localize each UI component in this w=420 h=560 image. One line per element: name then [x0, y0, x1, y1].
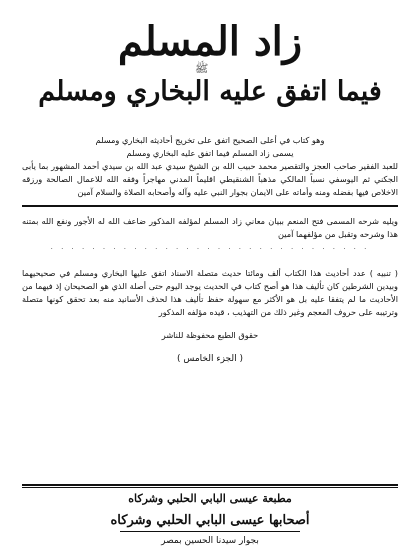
footer-rule	[22, 484, 398, 486]
divider	[22, 205, 398, 207]
footer-rule-thin	[22, 487, 398, 488]
publisher-rule	[120, 531, 300, 532]
rights-notice: حقوق الطبع محفوظة للناشر	[161, 330, 259, 340]
book-subtitle: فيما اتفق عليه البخاري ومسلم	[38, 76, 382, 107]
publisher-name: مطبعة عيسى البابي الحلبي وشركاه	[128, 492, 292, 505]
intro-block	[22, 134, 398, 199]
volume-label	[22, 354, 398, 364]
commentary-paragraph: ويليه شرحه المسمى فتح المنعم ببيان معاني زاد المسلم لمؤلفه المذكور ضاعف الله له الأجور ونفع الله بمتنه هذا وشرحه وتقبل من مؤلفهما آمين	[22, 216, 398, 239]
publisher-owners: أصحابها عيسى البابي الحلبي وشركاه	[110, 513, 310, 528]
intro-line-1: وهو كتاب في أعلى الصحيح اتفق على تخريج أحاديثه البخاري ومسلم	[95, 135, 325, 145]
ornament-icon: ﷺ	[195, 62, 209, 75]
volume-label-text: ( الجزء الخامس )	[177, 354, 243, 364]
intro-line-2: يسمى زاد المسلم فيما اتفق عليه البخاري ومسلم	[126, 148, 294, 158]
book-title: زاد المسلم	[117, 18, 303, 65]
author-paragraph: للعبد الفقير صاحب العجز والتقصير محمد حبيب الله بن الشيخ سيدي عبد الله بن سيدي أحمد المشهور بما يأبى الجكني ثم اليوسفي نسباً المالكي مذهباً الشنقيطي اقليماً المدني مهاجراً وفقه الله للاعمال الصالحة ورزقه الاخلاص فيها بفضله ومنه وأماته على الايمان بجوار النبي عليه وآله وأصحابه الصلاة والسلام آمين	[22, 161, 398, 197]
dotted-separator: · · · · · · · · · · · · · · · · · · · · · · · · · · · · · · ·	[50, 245, 370, 253]
notice-paragraph: ( تنبيه ) عدد أحاديث هذا الكتاب ألف ومائتا حديث متصلة الاسناد اتفق عليها البخاري ومسلم في صحيحيهما وبيدين الشرطين كان تأليف هذا هو أصح كتاب في الحديث يوجد اليوم حتى أصلة الذي هو الصحيحان إذ فيهما من الأحاديث ما لم يتفقا عليه بل هو الأكثر مع سهولة حفظ تأليف هذا لحذف الأسانيد منه بعد تحقق كونها متصلة وترتيبه على حروف المعجم وغير ذلك من التهذيب ، قيده مؤلفه المذكور	[22, 268, 398, 317]
publisher-address: بجوار سيدنا الحسين بمصر	[161, 536, 259, 546]
